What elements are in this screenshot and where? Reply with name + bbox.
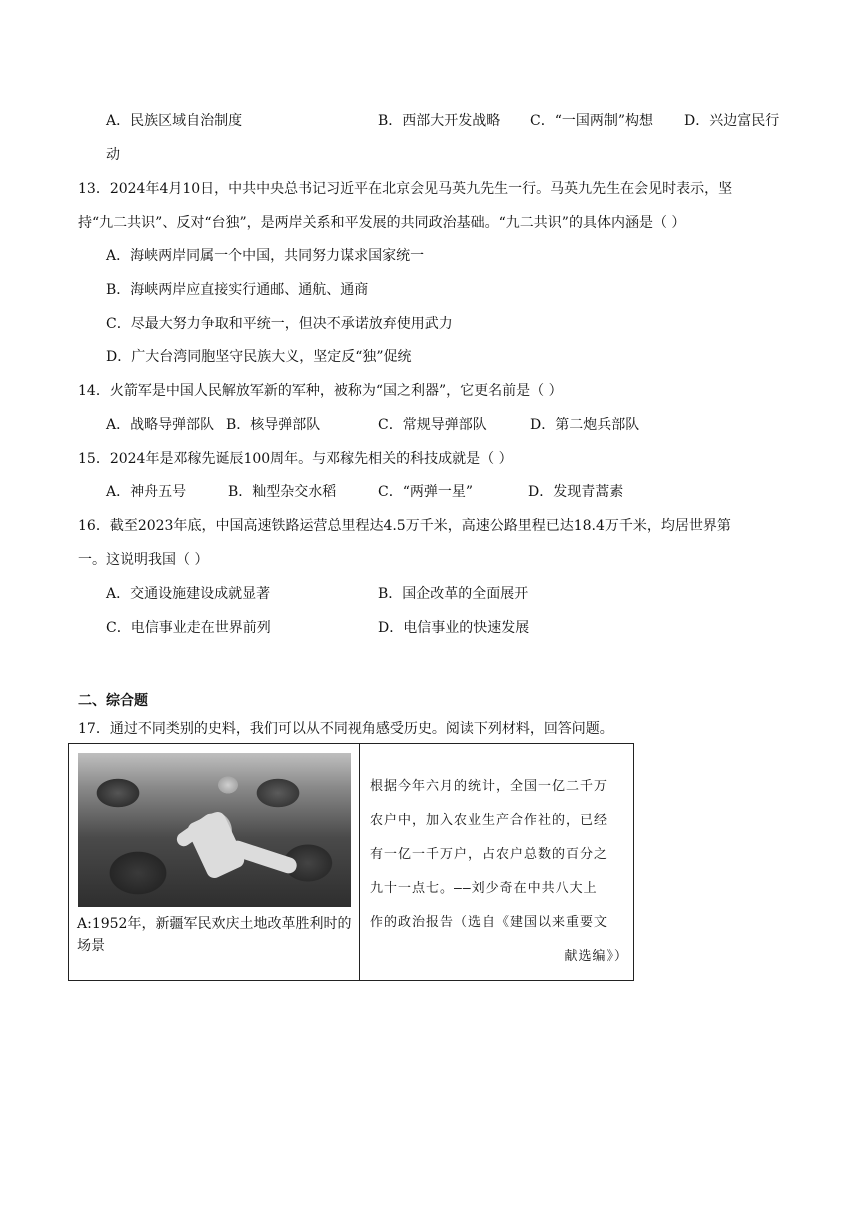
q13-option-d: D．广大台湾同胞坚守民族大义，坚定反“独”促统 <box>106 349 412 365</box>
material-text-line: 根据今年六月的统计，全国一亿二千万 <box>370 779 609 794</box>
q16-option-d: D．电信事业的快速发展 <box>378 620 530 636</box>
historical-photo <box>78 753 351 907</box>
q14-stem: 14．火箭军是中国人民解放军新的军种，被称为“国之利器”，它更名前是（ ） <box>78 383 563 399</box>
section-heading: 二、综合题 <box>78 693 148 709</box>
material-text <box>370 770 628 974</box>
q13-stem-line1: 13．2024年4月10日，中共中央总书记习近平在北京会见马英九先生一行。马英九先生在会见时表示，坚 <box>78 181 733 197</box>
material-text-line: 献选编》） <box>564 949 628 964</box>
q14-option-c: C．常规导弹部队 <box>378 417 487 433</box>
q17-stem: 17．通过不同类别的史料，我们可以从不同视角感受历史。阅读下列材料，回答问题。 <box>78 721 614 737</box>
material-text-line: 作的政治报告（选自《建国以来重要文 <box>370 915 609 930</box>
q15-option-d: D．发现青蒿素 <box>528 484 624 500</box>
q16-stem-line2: 一。这说明我国（ ） <box>78 552 209 568</box>
q12-option-d: D．兴边富民行 <box>684 113 780 129</box>
q16-option-b: B．国企改革的全面展开 <box>378 586 529 602</box>
material-text-line: 农户中，加入农业生产合作社的，已经 <box>370 813 609 828</box>
q13-option-b: B．海峡两岸应直接实行通邮、通航、通商 <box>106 282 369 298</box>
q12-option-b: B．西部大开发战略 <box>378 113 501 129</box>
q15-stem: 15．2024年是邓稼先诞辰100周年。与邓稼先相关的科技成就是（ ） <box>78 451 513 467</box>
material-text-line: 九十一点七。——刘少奇在中共八大上 <box>370 881 598 896</box>
q13-option-c: C．尽最大努力争取和平统一，但决不承诺放弃使用武力 <box>106 316 453 332</box>
q14-option-b: B．核导弹部队 <box>226 417 321 433</box>
table-divider <box>359 744 360 980</box>
material-table <box>68 743 634 981</box>
q14-option-a: A．战略导弹部队 <box>106 417 215 433</box>
photo-figure-arm <box>227 839 299 876</box>
q16-stem-line1: 16．截至2023年底，中国高速铁路运营总里程达4.5万千米，高速公路里程已达18.4万千米，均居世界第 <box>78 518 731 534</box>
q12-option-a: A．民族区域自治制度 <box>106 113 243 129</box>
q12-option-d-wrap: 动 <box>106 147 120 163</box>
q15-option-b: B．籼型杂交水稻 <box>228 484 337 500</box>
material-text-line: 有一亿一千万户，占农户总数的百分之 <box>370 847 609 862</box>
q12-option-c: C．“一国两制”构想 <box>530 113 654 129</box>
q13-option-a: A．海峡两岸同属一个中国，共同努力谋求国家统一 <box>106 248 425 264</box>
q13-stem-line2: 持“九二共识”、反对“台独”，是两岸关系和平发展的共同政治基础。“九二共识”的具体内涵是（ ） <box>78 215 686 231</box>
q16-option-a: A．交通设施建设成就显著 <box>106 586 271 602</box>
q15-option-c: C．“两弹一星” <box>378 484 474 500</box>
q16-option-c: C．电信事业走在世界前列 <box>106 620 271 636</box>
photo-caption: A:1952年，新疆军民欢庆土地改革胜利时的场景 <box>77 916 352 954</box>
q15-option-a: A．神舟五号 <box>106 484 187 500</box>
q14-option-d: D．第二炮兵部队 <box>530 417 640 433</box>
